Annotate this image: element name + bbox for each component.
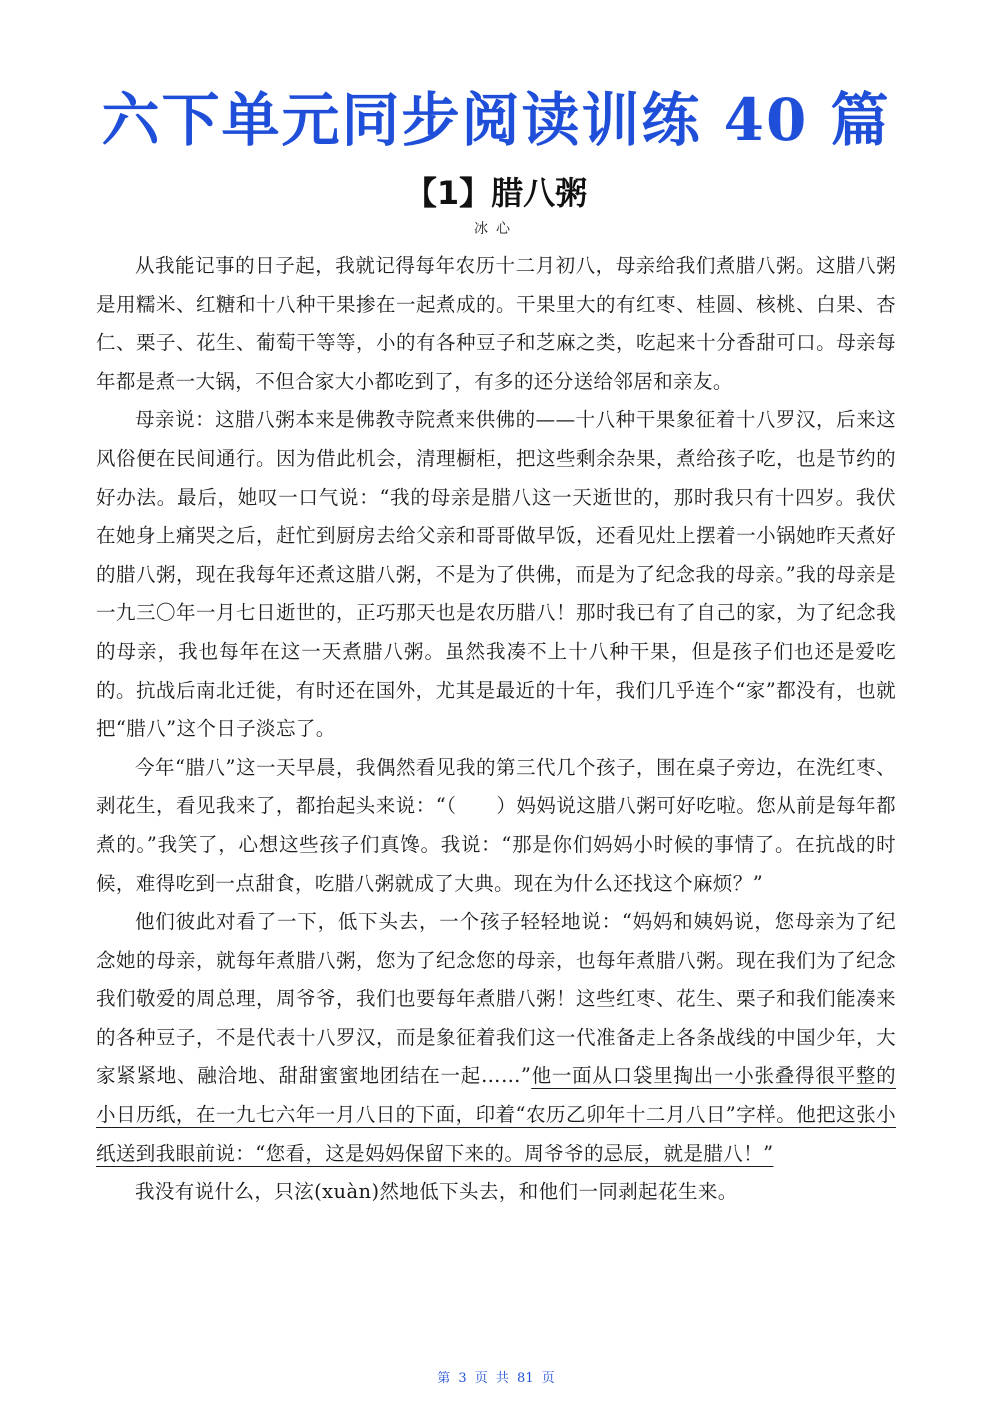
paragraph-4-text: 他们彼此对看了一下，低下头去，一个孩子轻轻地说：“妈妈和姨妈说，您母亲为了纪念她的母亲，就每年煮腊八粥，您为了纪念您的母亲，也每年煮腊八粥。现在我们为了纪念我们敬爱的周总理，周爷爷，我们也要每年煮腊八粥！这些红枣、花生、栗子和我们能凑来的各种豆子，不是代表十八罗汉，而是象征着我们这一代准备走上各条战线的中国少年，大家紧紧地、融洽地、甜甜蜜蜜地团结在一起……” <box>96 910 896 1088</box>
paragraph-2: 母亲说：这腊八粥本来是佛教寺院煮来供佛的——十八种干果象征着十八罗汉，后来这风俗便在民间通行。因为借此机会，清理橱柜，把这些剩余杂果，煮给孩子吃，也是节约的好办法。最后，她叹一口气说：“我的母亲是腊八这一天逝世的，那时我只有十四岁。我伏在她身上痛哭之后，赶忙到厨房去给父亲和哥哥做早饭，还看见灶上摆着一小锅她昨天煮好的腊八粥，现在我每年还煮这腊八粥，不是为了供佛，而是为了纪念我的母亲。”我的母亲是一九三〇年一月七日逝世的，正巧那天也是农历腊八！那时我已有了自己的家，为了纪念我的母亲，我也每年在这一天煮腊八粥。虽然我凑不上十八种干果，但是孩子们也还是爱吃的。抗战后南北迁徙，有时还在国外，尤其是最近的十年，我们几乎连个“家”都没有，也就把“腊八”这个日子淡忘了。 <box>96 408 896 741</box>
document-main-title: 六下单元同步阅读训练 40 篇 <box>101 86 891 154</box>
paragraph-3: 今年“腊八”这一天早晨，我偶然看见我的第三代几个孩子，围在桌子旁边，在洗红枣、剥花生，看见我来了，都抬起头来说：“（ ）妈妈说这腊八粥可好吃啦。您从前是每年都煮的。”我笑了，心想这些孩子们真馋。我说：“那是你们妈妈小时候的事情了。在抗战的时候，难得吃到一点甜食，吃腊八粥就成了大典。现在为什么还找这个麻烦？” <box>96 755 896 895</box>
paragraph-5: 我没有说什么，只泫(xuàn)然地低下头去，和他们一同剥起花生来。 <box>135 1180 738 1204</box>
article-body <box>96 247 896 1212</box>
article-title: 【1】腊八粥 <box>404 174 588 212</box>
paragraph-1: 从我能记事的日子起，我就记得每年农历十二月初八，母亲给我们煮腊八粥。这腊八粥是用糯米、红糖和十八种干果掺在一起煮成的。干果里大的有红枣、桂圆、核桃、白果、杏仁、栗子、花生、葡萄干等等，小的有各种豆子和芝麻之类，吃起来十分香甜可口。母亲每年都是煮一大锅，不但合家大小都吃到了，有多的还分送给邻居和亲友。 <box>96 254 896 393</box>
underlined-passage: 他一面从口袋里掏出一小张叠得很平整的小日历纸，在一九七六年一月八日的下面，印着“农历乙卯年十二月八日”字样。他把这张小纸送到我眼前说：“您看，这是妈妈保留下来的。周爷爷的忌辰，就是腊八！” <box>96 1064 896 1165</box>
paragraph-4 <box>96 903 896 1173</box>
article-author: 冰心 <box>474 221 518 237</box>
page-number-footer: 第 3 页 共 81 页 <box>437 1371 555 1386</box>
